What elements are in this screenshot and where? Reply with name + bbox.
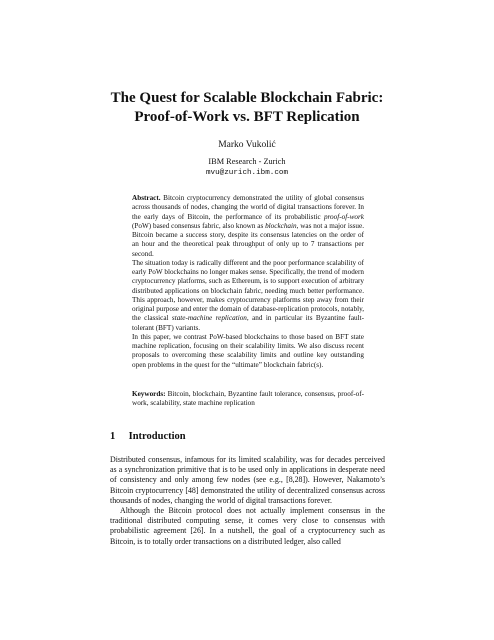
abstract-text: The situation today is radically different and the poor performance scalability of early PoW blockchains no longer makes sense. Specifically, the trend of modern cryptocurrency platforms, such as Ethereum, is to support execution of arbitrary distributed applications on blockchain fabric, needing much better performance. This approach, however, makes cryptocurrency platforms step away from their original purpose and enter the domain of database-replication protocols, notably, the classical [132, 258, 364, 323]
abstract-paragraph-2 [132, 259, 364, 333]
affiliation-block [60, 157, 434, 178]
abstract-text: , was not a major issue. Bitcoin became a success story, despite its consensus latencies on the order of an hour and the theoretical peak throughput of only up to 7 transactions per second. [132, 221, 364, 258]
section-number: 1 [110, 431, 116, 442]
abstract-emphasis: proof-of-work [323, 212, 364, 221]
abstract [132, 194, 364, 370]
author-name: Marko Vukolić [218, 140, 276, 150]
abstract-paragraph-3: In this paper, we contrast PoW-based blockchains to those based on BFT state machine replication, focusing on their scalability limits. We also discuss recent proposals to overcoming these scalability limits and outline key outstanding open problems in the quest for the “ultimate” blockchain fabric(s). [132, 332, 364, 369]
keywords-label: Keywords: [132, 390, 166, 398]
intro-paragraph-1: Distributed consensus, infamous for its limited scalability, was for decades perceived as a synchronization primitive that is to be used only in applications in desperate need of consistency and only among few nodes (see e.g., [8,28]). However, Nakamoto’s Bitcoin cryptocurrency [48] demonstrated the utility of decentralized consensus across thousands of nodes, changing the world of digital transactions forever. [110, 455, 385, 505]
abstract-text: Bitcoin cryptocurrency demonstrated the utility of global consensus across thousands of nodes, changing the world of digital transactions forever. In the early days of Bitcoin, the performance of its probabilistic [132, 194, 364, 221]
intro-paragraph-2: Although the Bitcoin protocol does not actually implement consensus in the traditional distributed computing sense, it comes very close to consensus with probabilistic agreement [26]. In a nutshell, the goal of a cryptocurrency such as Bitcoin, is to totally order transactions on a distributed ledger, also called [110, 506, 385, 546]
intro-body [110, 455, 385, 547]
section-title: Introduction [128, 431, 186, 442]
paper-title [60, 89, 434, 127]
abstract-emphasis: state-machine replication [171, 314, 247, 323]
abstract-label: Abstract. [132, 194, 161, 202]
abstract-paragraph-1 [132, 194, 364, 259]
abstract-text: (PoW) based consensus fabric, also known as [132, 221, 266, 230]
title-line-2: Proof-of-Work vs. BFT Replication [134, 109, 360, 125]
affiliation: IBM Research - Zurich [208, 157, 286, 166]
abstract-emphasis: blockchain [265, 221, 297, 230]
abstract-text: , and in particular its Byzantine fault-tolerant (BFT) variants. [132, 314, 364, 332]
author-email: mvu@zurich.ibm.com [205, 168, 289, 177]
keywords [132, 390, 364, 409]
keywords-text: Bitcoin, blockchain, Byzantine fault tolerance, consensus, proof-of-work, scalability, state machine replication [132, 390, 364, 408]
section-heading [110, 431, 390, 442]
title-line-1: The Quest for Scalable Blockchain Fabric: [110, 90, 384, 106]
